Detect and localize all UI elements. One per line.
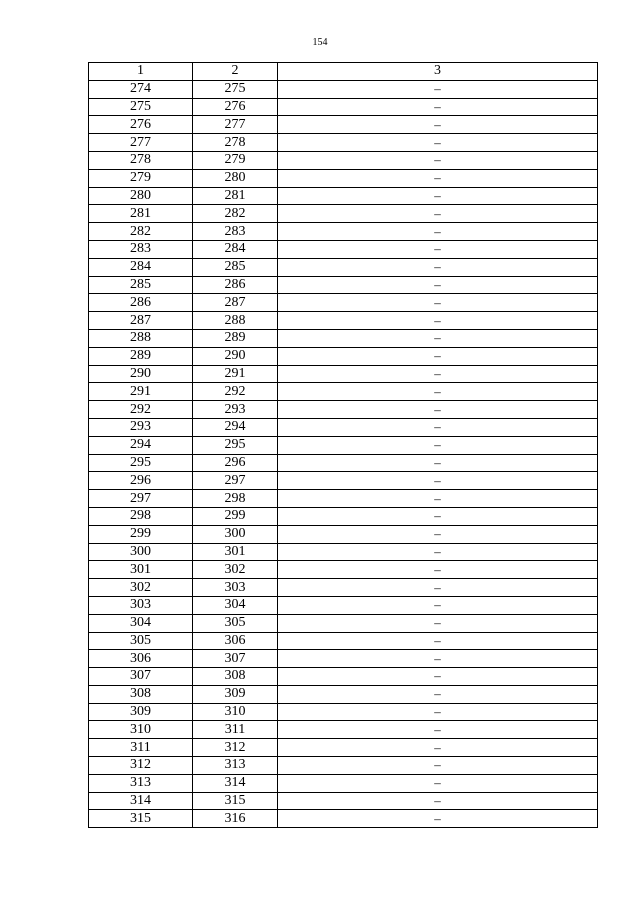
table-cell-col-2: 289 — [193, 329, 278, 347]
table-cell-col-1: 283 — [89, 240, 193, 258]
table-cell-col-1: 312 — [89, 757, 193, 775]
table-cell-col-3: – — [278, 490, 598, 508]
table-cell-col-1: 285 — [89, 276, 193, 294]
table-row — [89, 721, 598, 739]
table-cell-col-2: 277 — [193, 116, 278, 134]
table-cell-col-1: 287 — [89, 312, 193, 330]
table-cell-col-3: – — [278, 223, 598, 241]
table-cell-col-3: – — [278, 668, 598, 686]
table-cell-col-1: 291 — [89, 383, 193, 401]
table-cell-col-2: 307 — [193, 650, 278, 668]
table-cell-col-1: 277 — [89, 134, 193, 152]
data-table — [88, 62, 598, 828]
table-row — [89, 312, 598, 330]
table-cell-col-2: 301 — [193, 543, 278, 561]
table-row — [89, 561, 598, 579]
table-cell-col-1: 294 — [89, 436, 193, 454]
table-cell-col-3: – — [278, 365, 598, 383]
table-cell-col-3: – — [278, 436, 598, 454]
table-row — [89, 774, 598, 792]
table-row — [89, 347, 598, 365]
table-row — [89, 365, 598, 383]
table-cell-col-1: 314 — [89, 792, 193, 810]
table-row — [89, 383, 598, 401]
table-cell-col-3: – — [278, 116, 598, 134]
table-cell-col-3: – — [278, 383, 598, 401]
table-cell-col-2: 276 — [193, 98, 278, 116]
table-cell-col-3: – — [278, 187, 598, 205]
table-row — [89, 685, 598, 703]
table-row — [89, 650, 598, 668]
table-cell-col-3: – — [278, 80, 598, 98]
table-cell-col-3: – — [278, 312, 598, 330]
table-cell-col-2: 286 — [193, 276, 278, 294]
table-cell-col-1: 289 — [89, 347, 193, 365]
table-row — [89, 543, 598, 561]
table-cell-col-2: 293 — [193, 401, 278, 419]
table-body — [89, 80, 598, 827]
table-row — [89, 151, 598, 169]
table-cell-col-3: – — [278, 169, 598, 187]
table-cell-col-1: 274 — [89, 80, 193, 98]
column-header-1: 1 — [89, 63, 193, 81]
table-cell-col-2: 275 — [193, 80, 278, 98]
table-cell-col-2: 297 — [193, 472, 278, 490]
table-cell-col-1: 300 — [89, 543, 193, 561]
table-row — [89, 98, 598, 116]
table-row — [89, 294, 598, 312]
table-cell-col-3: – — [278, 276, 598, 294]
table-cell-col-2: 299 — [193, 507, 278, 525]
table-cell-col-3: – — [278, 454, 598, 472]
table-header — [89, 63, 598, 81]
table-cell-col-3: – — [278, 721, 598, 739]
table-cell-col-3: – — [278, 401, 598, 419]
table-cell-col-1: 292 — [89, 401, 193, 419]
table-cell-col-3: – — [278, 98, 598, 116]
table-cell-col-1: 288 — [89, 329, 193, 347]
table-cell-col-2: 310 — [193, 703, 278, 721]
table-cell-col-1: 307 — [89, 668, 193, 686]
table-cell-col-3: – — [278, 632, 598, 650]
table-cell-col-1: 281 — [89, 205, 193, 223]
table-cell-col-1: 275 — [89, 98, 193, 116]
table-row — [89, 614, 598, 632]
table-cell-col-2: 308 — [193, 668, 278, 686]
column-header-3: 3 — [278, 63, 598, 81]
table-cell-col-3: – — [278, 240, 598, 258]
table-cell-col-2: 302 — [193, 561, 278, 579]
table-cell-col-1: 298 — [89, 507, 193, 525]
table-cell-col-2: 305 — [193, 614, 278, 632]
table-cell-col-3: – — [278, 757, 598, 775]
table-row — [89, 472, 598, 490]
table-cell-col-2: 315 — [193, 792, 278, 810]
table-cell-col-1: 309 — [89, 703, 193, 721]
table-cell-col-3: – — [278, 579, 598, 597]
table-cell-col-3: – — [278, 596, 598, 614]
table-cell-col-1: 299 — [89, 525, 193, 543]
table-cell-col-3: – — [278, 543, 598, 561]
table-cell-col-2: 283 — [193, 223, 278, 241]
table-row — [89, 703, 598, 721]
table-row — [89, 223, 598, 241]
table-cell-col-2: 311 — [193, 721, 278, 739]
table-cell-col-3: – — [278, 294, 598, 312]
table-cell-col-2: 292 — [193, 383, 278, 401]
table-cell-col-1: 295 — [89, 454, 193, 472]
table-cell-col-1: 303 — [89, 596, 193, 614]
table-cell-col-2: 290 — [193, 347, 278, 365]
table-cell-col-1: 296 — [89, 472, 193, 490]
table-cell-col-2: 282 — [193, 205, 278, 223]
table-cell-col-3: – — [278, 792, 598, 810]
table-cell-col-2: 309 — [193, 685, 278, 703]
table-cell-col-3: – — [278, 472, 598, 490]
table-cell-col-2: 280 — [193, 169, 278, 187]
table-row — [89, 240, 598, 258]
table-cell-col-3: – — [278, 525, 598, 543]
table-row — [89, 596, 598, 614]
table-cell-col-3: – — [278, 650, 598, 668]
table-cell-col-2: 312 — [193, 739, 278, 757]
header-row — [89, 63, 598, 81]
table-cell-col-2: 279 — [193, 151, 278, 169]
table-cell-col-1: 290 — [89, 365, 193, 383]
table-row — [89, 401, 598, 419]
table-row — [89, 134, 598, 152]
table-cell-col-3: – — [278, 347, 598, 365]
table-cell-col-1: 304 — [89, 614, 193, 632]
table-cell-col-2: 278 — [193, 134, 278, 152]
table-cell-col-2: 294 — [193, 418, 278, 436]
table-cell-col-1: 308 — [89, 685, 193, 703]
table-row — [89, 757, 598, 775]
table-cell-col-2: 303 — [193, 579, 278, 597]
table-cell-col-1: 310 — [89, 721, 193, 739]
table-row — [89, 579, 598, 597]
table-row — [89, 116, 598, 134]
table-cell-col-1: 305 — [89, 632, 193, 650]
table-cell-col-1: 282 — [89, 223, 193, 241]
table-cell-col-3: – — [278, 739, 598, 757]
column-header-2: 2 — [193, 63, 278, 81]
table-cell-col-3: – — [278, 205, 598, 223]
table-row — [89, 668, 598, 686]
table-row — [89, 632, 598, 650]
table-cell-col-2: 300 — [193, 525, 278, 543]
table-cell-col-2: 296 — [193, 454, 278, 472]
table-cell-col-2: 291 — [193, 365, 278, 383]
table-row — [89, 739, 598, 757]
table-cell-col-2: 314 — [193, 774, 278, 792]
table-cell-col-1: 278 — [89, 151, 193, 169]
table-cell-col-1: 297 — [89, 490, 193, 508]
table-row — [89, 454, 598, 472]
table-cell-col-2: 316 — [193, 810, 278, 828]
table-cell-col-3: – — [278, 329, 598, 347]
table-cell-col-2: 313 — [193, 757, 278, 775]
table-cell-col-1: 284 — [89, 258, 193, 276]
table-cell-col-2: 284 — [193, 240, 278, 258]
table-cell-col-3: – — [278, 134, 598, 152]
table-cell-col-1: 280 — [89, 187, 193, 205]
table-cell-col-1: 293 — [89, 418, 193, 436]
table-cell-col-1: 276 — [89, 116, 193, 134]
table-cell-col-2: 306 — [193, 632, 278, 650]
table-cell-col-1: 301 — [89, 561, 193, 579]
table-row — [89, 329, 598, 347]
table-cell-col-3: – — [278, 614, 598, 632]
table-cell-col-3: – — [278, 774, 598, 792]
table-cell-col-3: – — [278, 685, 598, 703]
table-cell-col-1: 313 — [89, 774, 193, 792]
table-row — [89, 418, 598, 436]
table-row — [89, 490, 598, 508]
table-row — [89, 525, 598, 543]
table-cell-col-2: 287 — [193, 294, 278, 312]
table-cell-col-3: – — [278, 810, 598, 828]
table-cell-col-2: 298 — [193, 490, 278, 508]
table-cell-col-3: – — [278, 507, 598, 525]
table-cell-col-1: 315 — [89, 810, 193, 828]
table-row — [89, 436, 598, 454]
table-cell-col-3: – — [278, 151, 598, 169]
table-cell-col-3: – — [278, 418, 598, 436]
table-row — [89, 80, 598, 98]
table-cell-col-1: 286 — [89, 294, 193, 312]
table-cell-col-3: – — [278, 258, 598, 276]
table-cell-col-3: – — [278, 703, 598, 721]
table-cell-col-1: 279 — [89, 169, 193, 187]
table-cell-col-2: 285 — [193, 258, 278, 276]
table-cell-col-1: 302 — [89, 579, 193, 597]
table-row — [89, 205, 598, 223]
page-number: 154 — [312, 37, 328, 48]
table-cell-col-3: – — [278, 561, 598, 579]
table-cell-col-2: 281 — [193, 187, 278, 205]
table-row — [89, 507, 598, 525]
table-cell-col-1: 306 — [89, 650, 193, 668]
table-cell-col-2: 295 — [193, 436, 278, 454]
table-row — [89, 276, 598, 294]
table-cell-col-2: 304 — [193, 596, 278, 614]
table-cell-col-2: 288 — [193, 312, 278, 330]
table-row — [89, 258, 598, 276]
table-row — [89, 187, 598, 205]
table-row — [89, 792, 598, 810]
table-row — [89, 169, 598, 187]
table-cell-col-1: 311 — [89, 739, 193, 757]
table-row — [89, 810, 598, 828]
